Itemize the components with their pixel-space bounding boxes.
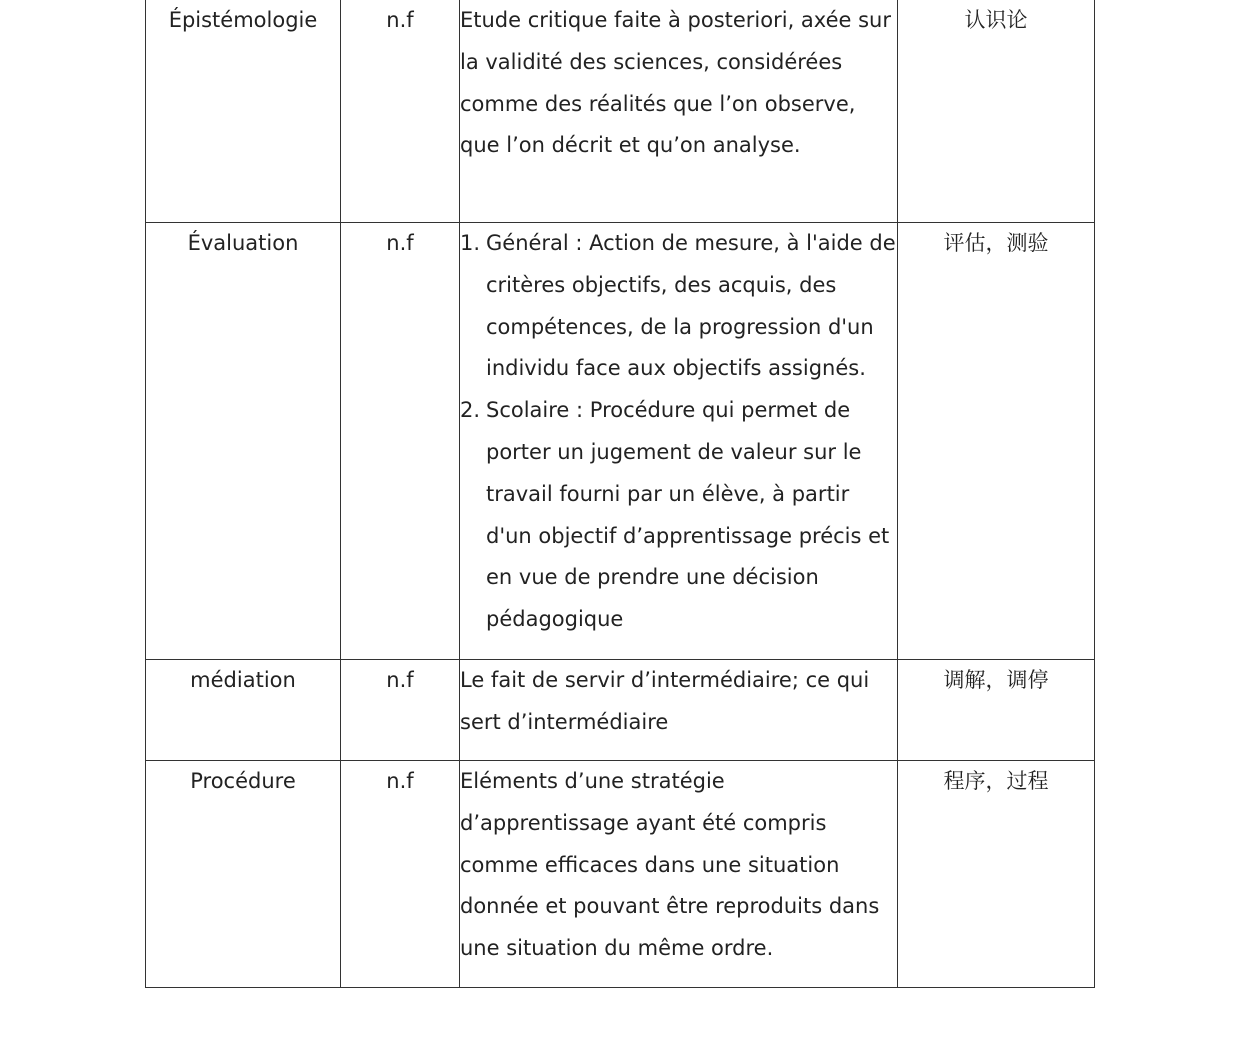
term-cell: Évaluation <box>146 223 341 660</box>
table-row <box>146 223 1095 660</box>
part-of-speech-cell: n.f <box>341 0 460 223</box>
list-item <box>460 390 897 641</box>
definition-cell <box>460 660 898 761</box>
definition-text: Eléments d’une stratégie d’apprentissage ayant été compris comme efficaces dans une situation donnée et pouvant être reproduits dans une situation du même ordre. <box>460 769 880 961</box>
table-row <box>146 761 1095 988</box>
definition-cell <box>460 761 898 988</box>
term-cell: médiation <box>146 660 341 761</box>
translation-cell: 调解，调停 <box>898 660 1095 761</box>
list-item-text: Scolaire : Procédure qui permet de porter un jugement de valeur sur le travail fourni par un élève, à partir d'un objectif d’apprentissage précis et en vue de prendre une décision pédagogique <box>486 398 890 632</box>
part-of-speech-cell: n.f <box>341 761 460 988</box>
part-of-speech-cell: n.f <box>341 223 460 660</box>
table-row <box>146 0 1095 223</box>
list-item-text: Général : Action de mesure, à l'aide de critères objectifs, des acquis, des compétences, de la progression d'un individu face aux objectifs assignés. <box>486 231 896 381</box>
definition-cell <box>460 0 898 223</box>
translation-cell: 评估，测验 <box>898 223 1095 660</box>
list-item-number: 1. <box>460 231 481 255</box>
list-item-number: 2. <box>460 398 481 423</box>
term-cell: Épistémologie <box>146 0 341 223</box>
list-item <box>460 223 897 390</box>
table-row <box>146 660 1095 761</box>
translation-cell: 认识论 <box>898 0 1095 223</box>
definition-text: Le fait de servir d’intermédiaire; ce qui sert d’intermédiaire <box>460 668 870 734</box>
part-of-speech-cell: n.f <box>341 660 460 761</box>
term-cell: Procédure <box>146 761 341 988</box>
glossary-table <box>145 0 1095 988</box>
translation-cell: 程序，过程 <box>898 761 1095 988</box>
definition-text: Etude critique faite à posteriori, axée sur la validité des sciences, considérées comme des réalités que l’on observe, que l’on décrit et qu’on analyse. <box>460 8 891 158</box>
definition-cell <box>460 223 898 660</box>
definition-list <box>460 223 897 641</box>
